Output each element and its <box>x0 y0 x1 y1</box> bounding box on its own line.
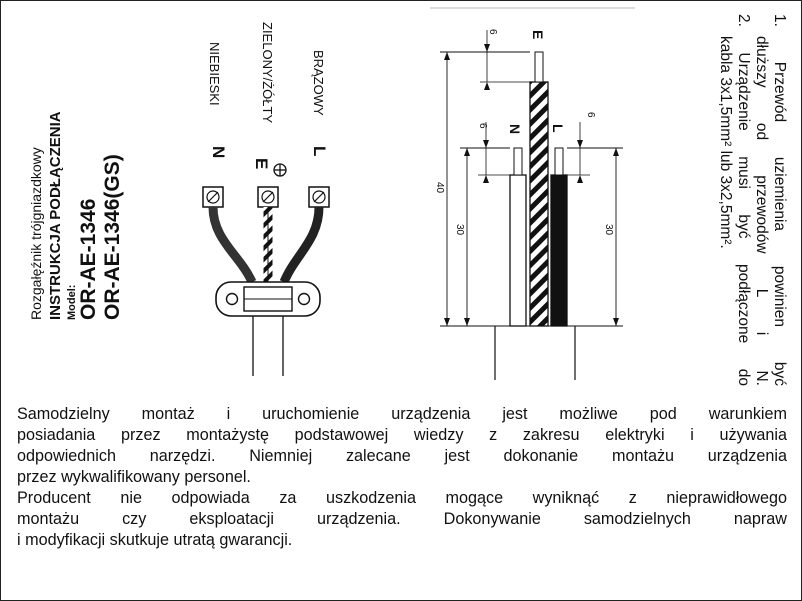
dim-length-earth: 40 <box>434 182 445 194</box>
strip-label-live: L <box>550 124 566 133</box>
note-2-line-1: 2. Urządzenie musi być podłączone do <box>735 14 752 386</box>
terminal-screw-live-icon <box>309 187 329 207</box>
cable-clamp-icon <box>216 282 320 316</box>
warranty-line: montażu czy eksploatacji urządzenia. Dokonywanie samodzielnych napraw <box>17 510 787 528</box>
dim-length-neutral: 30 <box>454 224 465 236</box>
strip-label-neutral: N <box>507 124 523 135</box>
instruction-heading: INSTRUKCJA PODŁĄCZENIA <box>47 111 64 320</box>
strip-length-diagram <box>440 30 623 380</box>
notice-line: przez wykwalifikowany personel. <box>17 468 251 486</box>
note-1-line-2: dłuższy od przewodów L i N. <box>753 36 770 386</box>
model-number-gs: OR-AE-1346(GS) <box>101 154 124 320</box>
note-2-line-2: kabla 3x1,5mm² lub 3x2,5mm². <box>717 36 734 249</box>
notice-line: odpowiednich narzędzi. Niemniej zalecane jest dokonanie montażu urządzenia <box>17 447 787 465</box>
dim-strip-neutral: 6 <box>477 123 488 129</box>
product-name: Rozgałęźnik trójgniazdkowy <box>28 147 44 320</box>
model-label: Model: <box>66 284 78 320</box>
dim-strip-live: 6 <box>585 112 596 118</box>
wire-color-earth: ZIELONY/ŻÓŁTY <box>260 22 275 124</box>
terminal-screw-earth-icon <box>258 187 278 207</box>
note-1-line-1: 1. Przewód uziemienia powinien być <box>771 14 788 386</box>
dim-length-live: 30 <box>603 224 614 236</box>
warranty-line: i modyfikacji skutkuje utratą gwarancji. <box>17 531 293 549</box>
warranty-line: Producent nie odpowiada za uszkodzenia mogące wyniknąć z nieprawidłowego <box>17 489 787 507</box>
wire-color-neutral: NIEBIESKI <box>207 42 222 106</box>
safety-notice <box>17 404 787 551</box>
terminal-screw-neutral-icon <box>203 187 223 207</box>
wire-letter-earth: E <box>252 158 271 170</box>
model-number: OR-AE-1346 <box>77 198 100 320</box>
wire-letter-live: L <box>310 146 329 157</box>
wire-color-live: BRĄZOWY <box>311 50 326 116</box>
strip-label-earth: E <box>530 30 546 40</box>
earth-symbol-icon <box>274 164 286 176</box>
dim-strip-earth: 6 <box>487 29 498 35</box>
wire-letter-neutral: N <box>209 146 228 159</box>
notice-line: Samodzielny montaż i uruchomienie urządzenia jest możliwe pod warunkiem <box>17 405 787 423</box>
notice-line: posiadania przez montażystę podstawowej wiedzy z zakresu elektryki i używania <box>17 426 787 444</box>
